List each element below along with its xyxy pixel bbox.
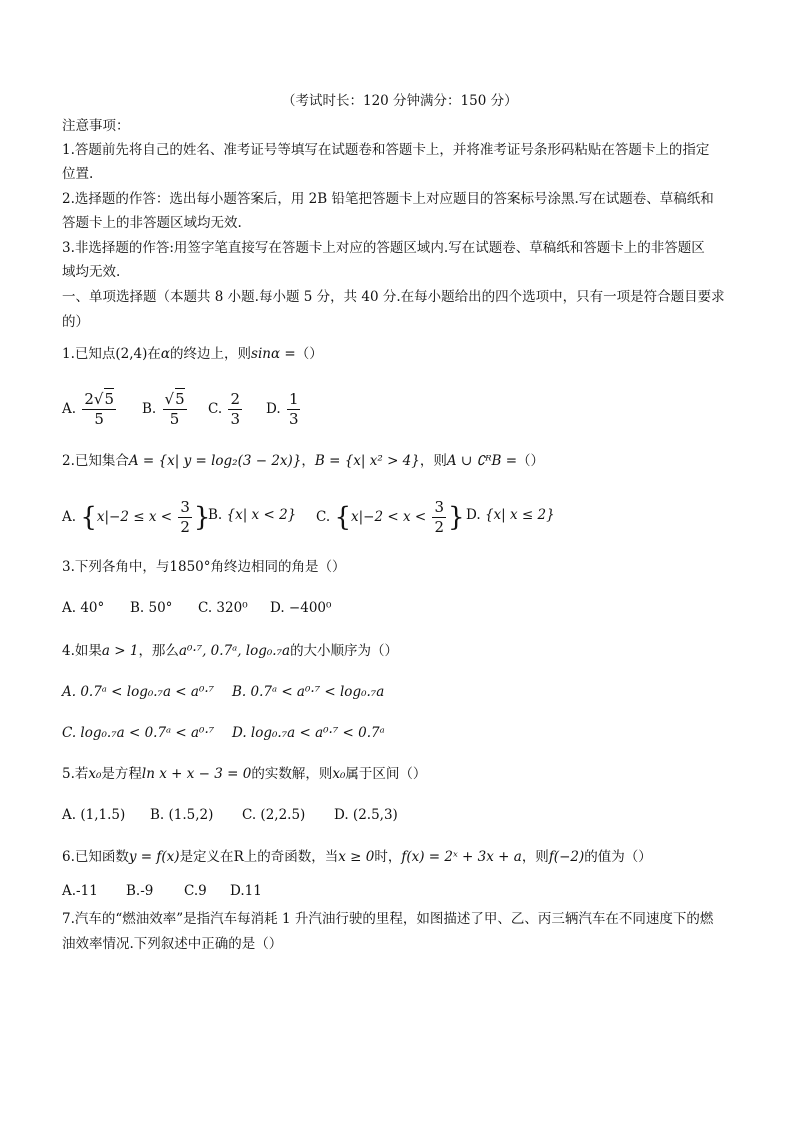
question-2 <box>62 452 544 470</box>
q6-cond: x ≥ 0 <box>338 849 375 865</box>
q2-b-text: {x| x < 2} <box>226 507 297 523</box>
q2-option-c: C. {x|−2 < x < $\frac{3}{2}$ } <box>316 498 465 536</box>
notice-item-3-line-1: 3.非选择题的作答:用签字笔直接写在答题卡上对应的答题区域内.写在试题卷、草稿纸和答题卡上的非答题区 <box>62 240 705 256</box>
notice-item-2-line-1: 2.选择题的作答：选出每小题答案后，用 2B 铅笔把答题卡上对应题目的答案标号涂黑.写在试题卷、草稿纸和 <box>62 191 714 207</box>
q6-mid2: 上的奇函数，当 <box>243 849 339 865</box>
notice-item-2-line-2: 答题卡上的非答题区域均无效. <box>62 215 242 231</box>
q6-option-d: D.11 <box>230 883 262 899</box>
q3-option-b: B. 50° <box>130 600 173 616</box>
q2-prefix: 2.已知集合 <box>62 453 129 469</box>
q4-option-a: A. 0.7ᵃ < log₀.₇a < a⁰·⁷ <box>62 684 215 700</box>
question-5 <box>62 765 426 783</box>
q5-option-b: B. (1.5,2) <box>150 807 214 823</box>
q6-mid4: ，则 <box>521 849 549 865</box>
question-4 <box>62 642 398 660</box>
q4-prefix: 4.如果 <box>62 643 102 659</box>
q1-option-b <box>142 392 189 427</box>
q4-option-c: C. log₀.₇a < 0.7ᵃ < a⁰·⁷ <box>62 725 215 741</box>
q1-expr: sinα = <box>251 346 296 362</box>
q1-option-a <box>62 392 118 427</box>
notice-item-3-line-2: 域均无效. <box>62 264 121 280</box>
notice-item-1-line-2: 位置. <box>62 166 94 182</box>
question-7-line-1: 7.汽车的“燃油效率”是指汽车每消耗 1 升汽油行驶的里程，如图描述了甲、乙、丙三辆汽车在不同速度下的燃 <box>62 911 714 927</box>
q3-prefix: 3.下列各角中，与 <box>62 559 170 575</box>
q2-mid: ，则 <box>419 453 447 469</box>
q2-a-fraction: $\frac{3}{2}$ <box>180 498 190 536</box>
q1-c-fraction: $\frac{2}{3}$ <box>230 390 240 428</box>
q4-cond: a > 1 <box>101 643 139 659</box>
q6-option-a: A.-11 <box>62 883 98 899</box>
q5-x0b: x₀ <box>332 766 346 782</box>
q6-option-b: B.-9 <box>126 883 154 899</box>
notice-item-1-line-1: 1.答题前先将自己的姓名、准考证号等填写在试题卷和答题卡上，并将准考证号条形码粘贴在答题卡上的指定 <box>62 142 710 158</box>
q4-option-b: B. 0.7ᵃ < a⁰·⁷ < log₀.₇a <box>232 684 385 700</box>
q3-suffix: 角终边相同的角是（） <box>210 559 346 575</box>
q1-c-label: C. <box>208 401 223 417</box>
question-3 <box>62 558 346 576</box>
q1-b-fraction: $\frac{√5}{5}$ <box>164 390 185 428</box>
q5-mid2: 的实数解，则 <box>251 766 333 782</box>
q2-expr: A ∪ ∁ᴿB = <box>446 453 518 469</box>
q3-option-d: D. −400⁰ <box>270 600 332 616</box>
q1-d-label: D. <box>266 401 281 417</box>
q4-exprs: a⁰·⁷, 0.7ᵃ, log₀.₇a <box>178 643 291 659</box>
question-7-line-2: 油效率情况.下列叙述中正确的是（） <box>62 936 283 952</box>
q1-suffix: （） <box>295 346 323 362</box>
q1-option-c <box>208 392 244 427</box>
q6-option-c: C.9 <box>184 883 207 899</box>
section-title-line-2: 的） <box>62 314 89 330</box>
q6-suffix: 的值为（） <box>584 849 652 865</box>
q2-comma: ， <box>301 453 315 469</box>
q1-a-label: A. <box>62 401 77 417</box>
q2-set-b: B = {x| x² > 4} <box>314 453 420 469</box>
q1-prefix: 1.已知点 <box>62 346 116 362</box>
q1-mid1: 在 <box>147 346 161 362</box>
q4-option-d: D. log₀.₇a < a⁰·⁷ < 0.7ᵃ <box>232 725 385 741</box>
q2-set-a: A = {x| y = log₂(3 − 2x)} <box>128 453 302 469</box>
q2-option-a: A. {x|−2 ≤ x < $\frac{3}{2}$ } <box>62 498 211 536</box>
q5-mid: 是方程 <box>101 766 142 782</box>
q2-c-left: x|−2 < x < <box>350 509 427 525</box>
question-6 <box>62 848 652 866</box>
q3-angle: 1850° <box>169 559 211 575</box>
q2-c-fraction: $\frac{3}{2}$ <box>434 498 445 536</box>
q5-prefix: 5.若 <box>62 766 89 782</box>
q6-ask: f(−2) <box>548 849 585 865</box>
q4-mid: ，那么 <box>138 643 179 659</box>
section-title-line-1: 一、单项选择题（本题共 8 小题.每小题 5 分，共 40 分.在每小题给出的四个选项中，只有一项是符合题目要求 <box>62 289 725 305</box>
q5-x0: x₀ <box>88 766 102 782</box>
q2-d-label: D. <box>466 507 481 523</box>
q3-option-c: C. 320⁰ <box>198 600 248 616</box>
q1-option-d <box>266 392 302 427</box>
q2-suffix: （） <box>517 453 545 469</box>
q2-a-left: x|−2 ≤ x < <box>96 509 173 525</box>
q1-alpha: α <box>160 346 171 362</box>
q3-option-a: A. 40° <box>62 600 105 616</box>
q5-option-c: C. (2,2.5) <box>242 807 306 823</box>
q2-d-text: {x| x ≤ 2} <box>484 507 555 523</box>
q5-eq: ln x + x − 3 = 0 <box>141 766 252 782</box>
q2-b-label: B. <box>208 507 223 523</box>
q6-mid: 是定义在 <box>179 849 234 865</box>
q5-option-d: D. (2.5,3) <box>334 807 398 823</box>
notice-title: 注意事项： <box>62 118 130 134</box>
q1-point: (2,4) <box>115 346 148 362</box>
q6-prefix: 6.已知函数 <box>62 849 129 865</box>
q2-option-b <box>208 506 296 524</box>
q5-suffix: 属于区间（） <box>345 766 427 782</box>
q1-a-fraction: $\frac{2√5}{5}$ <box>84 390 114 428</box>
q5-option-a: A. (1,1.5) <box>62 807 126 823</box>
q2-a-label: A. <box>62 509 77 525</box>
q6-mid3: 时， <box>374 849 402 865</box>
exam-info: （考试时长：120 分钟满分：150 分） <box>282 93 518 109</box>
q4-suffix: 的大小顺序为（） <box>290 643 399 659</box>
question-1 <box>62 345 323 363</box>
q6-def: f(x) = 2ˣ + 3x + a <box>401 849 522 865</box>
q2-c-label: C. <box>316 509 331 525</box>
q1-b-label: B. <box>142 401 157 417</box>
q1-d-fraction: $\frac{1}{3}$ <box>288 390 299 428</box>
q1-mid2: 的终边上，则 <box>170 346 252 362</box>
q6-func: y = f(x) <box>128 849 180 865</box>
q6-R: R <box>233 849 244 865</box>
q2-option-d <box>466 506 555 524</box>
